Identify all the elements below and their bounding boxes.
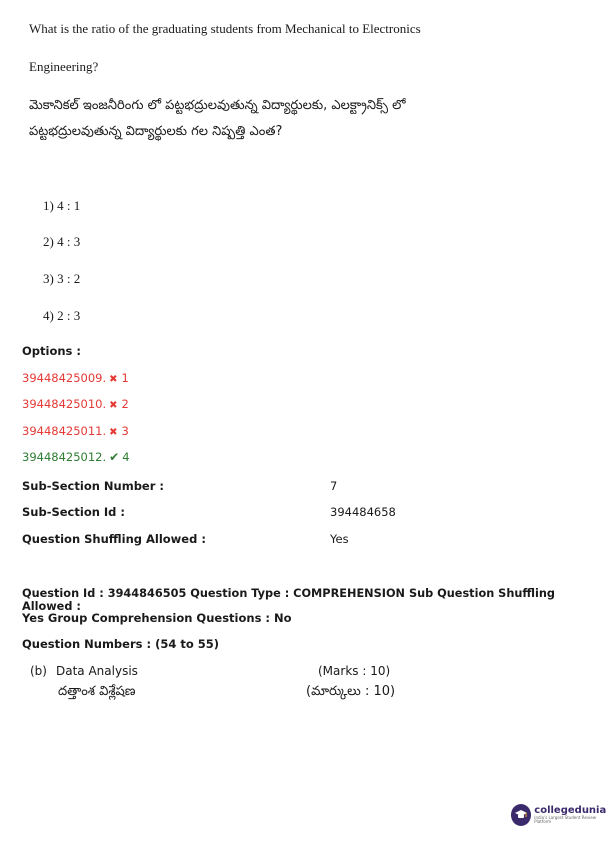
subsection-number-value: 7 [330,479,338,493]
comprehension-line3: Question Numbers : (54 to 55) [22,637,220,651]
section-b-label: (b) [30,664,47,678]
choice-4: 4) 2 : 3 [43,308,81,323]
option-row-2 [22,397,129,411]
comprehension-line1: Question Id : 3944846505 Question Type : COMPREHENSION Sub Question Shuffling Allowed : [22,587,556,613]
cross-icon: ✖ [109,400,118,411]
subsection-number-label: Sub-Section Number : [22,479,165,493]
option-id: 39448425012. [22,450,107,464]
option-number: 2 [121,397,129,411]
section-b-title-te: దత్తాంశ విశ్లేషణ [58,684,136,699]
options-heading: Options : [22,344,81,358]
option-row-3 [22,424,129,438]
option-row-1 [22,371,129,385]
option-id: 39448425010. [22,397,107,411]
check-icon: ✔ [109,450,120,464]
option-number: 1 [121,371,129,385]
option-id: 39448425009. [22,371,107,385]
question-text-te-line2: పట్టభద్రులవుతున్న విద్యార్థులకు గల నిష్పత్తి ఎంత? [29,124,283,139]
option-number: 3 [121,424,129,438]
section-b-title-en: Data Analysis [56,664,138,678]
logo-name: collegedunia [534,805,607,816]
cross-icon: ✖ [109,427,118,438]
collegedunia-logo [511,804,608,826]
option-id: 39448425011. [22,424,107,438]
shuffling-value: Yes [330,532,349,546]
choice-2: 2) 4 : 3 [43,234,81,249]
graduate-cap-icon [511,804,531,826]
subsection-id-label: Sub-Section Id : [22,505,126,519]
shuffling-label: Question Shuffling Allowed : [22,532,206,546]
question-text-te-line1: మెకానికల్ ఇంజనీరింగు లో పట్టభద్రులవుతున్న విద్యార్థులకు, ఎలక్ట్రానిక్స్ లో [29,98,406,113]
option-number: 4 [122,450,130,464]
question-text-en-line1: What is the ratio of the graduating students from Mechanical to Electronics [29,21,421,36]
logo-tagline: India's Largest Student Review Platform [534,815,597,824]
choice-3: 3) 3 : 2 [43,271,81,286]
option-row-4-correct [22,450,130,464]
question-text-en-line2: Engineering? [29,59,99,74]
cross-icon: ✖ [109,374,118,385]
subsection-id-value: 394484658 [330,505,396,519]
choice-1: 1) 4 : 1 [43,198,81,213]
section-b-marks-te: (మార్కులు : 10) [306,684,396,699]
comprehension-line2: Yes Group Comprehension Questions : No [22,611,292,625]
section-b-marks-en: (Marks : 10) [318,664,391,678]
